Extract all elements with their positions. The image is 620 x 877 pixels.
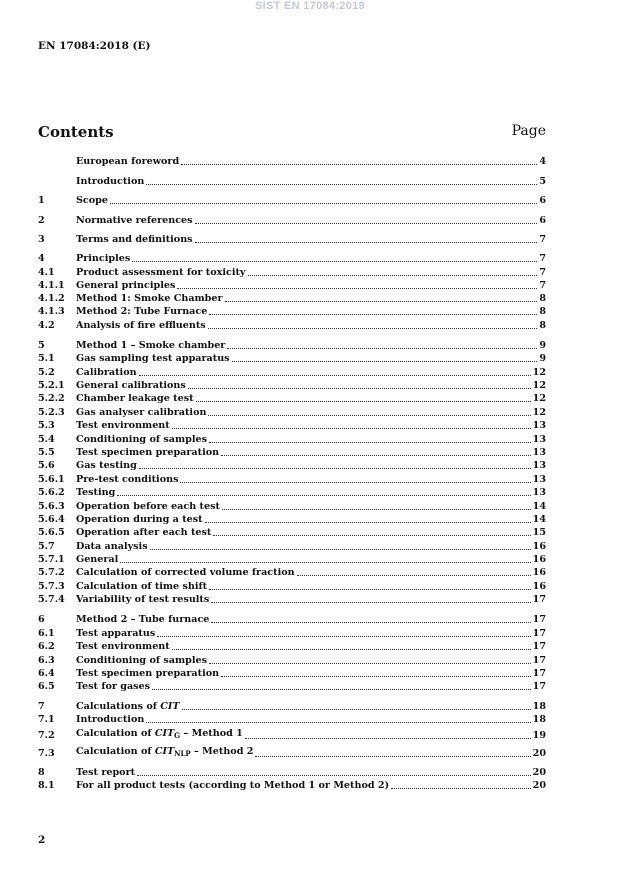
toc-entry-title: Method 1 – Smoke chamber xyxy=(76,340,226,351)
toc-leader-dots xyxy=(172,427,531,429)
toc-entry-page: 16 xyxy=(532,567,546,578)
toc-entry-title: Calibration xyxy=(76,367,137,378)
toc-entry-title: Test environment xyxy=(76,420,170,431)
toc-leader-dots xyxy=(209,662,531,664)
toc-entry-number: 6.4 xyxy=(38,668,55,679)
toc-entry[interactable] xyxy=(38,640,546,653)
toc-entry-title: Calculations of CIT xyxy=(76,701,180,712)
toc-leader-dots xyxy=(209,588,531,590)
toc-entry[interactable] xyxy=(38,566,546,579)
toc-entry[interactable] xyxy=(38,305,546,318)
toc-entry-title: Gas sampling test apparatus xyxy=(76,353,230,364)
toc-entry-title: Data analysis xyxy=(76,541,148,552)
toc-leader-dots xyxy=(205,521,531,523)
toc-entry-title: Method 2 – Tube furnace xyxy=(76,614,210,625)
toc-entry-page: 9 xyxy=(539,340,546,351)
toc-entry-title: Terms and definitions xyxy=(76,234,193,245)
toc-entry[interactable] xyxy=(38,654,546,667)
toc-entry-number: 8.1 xyxy=(38,780,55,791)
toc-entry-number: 5.7.1 xyxy=(38,554,65,565)
toc-entry-page: 13 xyxy=(532,420,546,431)
toc-entry[interactable] xyxy=(38,779,546,792)
toc-entry-page: 20 xyxy=(532,748,546,759)
toc-leader-dots xyxy=(232,360,538,362)
toc-entry-title: General calibrations xyxy=(76,380,186,391)
toc-entry-title: Chamber leakage test xyxy=(76,393,194,404)
toc-entry-page: 15 xyxy=(532,527,546,538)
toc-entry-number: 6.1 xyxy=(38,628,55,639)
toc-entry[interactable] xyxy=(38,766,546,779)
toc-entry-title: Operation before each test xyxy=(76,501,220,512)
toc-entry-page: 5 xyxy=(539,176,546,187)
toc-leader-dots xyxy=(211,621,530,623)
toc-entry-title: Test specimen preparation xyxy=(76,447,220,458)
toc-entry[interactable] xyxy=(38,319,546,332)
toc-entry-number: 4.1 xyxy=(38,267,55,278)
toc-entry-page: 8 xyxy=(539,293,546,304)
toc-entry[interactable] xyxy=(38,406,546,419)
toc-entry-title: For all product tests (according to Method 1 or Method 2) xyxy=(76,780,390,791)
toc-entry-number: 5.6.1 xyxy=(38,474,65,485)
toc-entry-page: 13 xyxy=(532,460,546,471)
toc-entry-title: Analysis of fire effluents xyxy=(76,320,206,331)
page-column-label: Page xyxy=(511,123,546,139)
toc-entry-number: 5 xyxy=(38,340,45,351)
toc-entry-title: Test for gases xyxy=(76,681,151,692)
toc-entry[interactable] xyxy=(38,194,546,207)
toc-entry-title: Scope xyxy=(76,195,108,206)
toc-entry-page: 13 xyxy=(532,447,546,458)
toc-entry-page: 12 xyxy=(532,380,546,391)
toc-leader-dots xyxy=(177,287,537,289)
toc-entry-number: 4.1.2 xyxy=(38,293,65,304)
toc-entry[interactable] xyxy=(38,540,546,553)
toc-entry-page: 17 xyxy=(532,681,546,692)
toc-leader-dots xyxy=(152,688,531,690)
toc-entry-number: 7.3 xyxy=(38,748,55,759)
toc-entry-title: Operation during a test xyxy=(76,514,203,525)
toc-entry-page: 16 xyxy=(532,581,546,592)
toc-entry-title: Conditioning of samples xyxy=(76,434,207,445)
toc-leader-dots xyxy=(209,313,537,315)
toc-leader-dots xyxy=(245,737,531,739)
toc-entry-page: 4 xyxy=(539,156,546,167)
toc-entry[interactable] xyxy=(38,729,546,742)
toc-entry-number: 5.6.4 xyxy=(38,514,65,525)
toc-entry-page: 7 xyxy=(539,253,546,264)
toc-entry[interactable] xyxy=(38,446,546,459)
toc-entry-page: 7 xyxy=(539,280,546,291)
toc-entry-number: 6 xyxy=(38,614,45,625)
toc-entry-title: Gas testing xyxy=(76,460,137,471)
toc-entry-page: 8 xyxy=(539,320,546,331)
toc-entry-number: 5.6.2 xyxy=(38,487,65,498)
toc-entry[interactable] xyxy=(38,379,546,392)
toc-leader-dots xyxy=(182,708,531,710)
toc-leader-dots xyxy=(150,548,531,550)
toc-entry[interactable] xyxy=(38,233,546,246)
toc-entry-number: 8 xyxy=(38,767,45,778)
toc-entry-page: 20 xyxy=(532,780,546,791)
toc-leader-dots xyxy=(146,183,537,185)
toc-entry-page: 7 xyxy=(539,267,546,278)
contents-heading: Contents xyxy=(38,123,114,141)
toc-entry-number: 4.2 xyxy=(38,320,55,331)
toc-entry-title: Testing xyxy=(76,487,116,498)
toc-entry-title: Variability of test results xyxy=(76,594,210,605)
toc-entry-number: 6.5 xyxy=(38,681,55,692)
toc-entry-page: 17 xyxy=(532,594,546,605)
toc-entry[interactable] xyxy=(38,713,546,726)
toc-entry-page: 14 xyxy=(532,514,546,525)
toc-entry-page: 14 xyxy=(532,501,546,512)
toc-entry-number: 4 xyxy=(38,253,45,264)
toc-leader-dots xyxy=(391,787,531,789)
toc-entry-page: 9 xyxy=(539,353,546,364)
toc-entry-page: 17 xyxy=(532,668,546,679)
toc-entry-page: 17 xyxy=(532,641,546,652)
toc-leader-dots xyxy=(137,774,531,776)
toc-entry-title: Calculation of $CIT_G$ – Method 1 xyxy=(76,728,243,740)
toc-entry-page: 18 xyxy=(532,701,546,712)
toc-entry[interactable] xyxy=(38,155,546,168)
toc-entry-title: Introduction xyxy=(76,176,145,187)
toc-leader-dots xyxy=(211,601,530,603)
toc-leader-dots xyxy=(117,494,530,496)
toc-entry[interactable] xyxy=(38,292,546,305)
toc-entry-page: 12 xyxy=(532,367,546,378)
toc-entry-number: 5.6 xyxy=(38,460,55,471)
toc-entry[interactable] xyxy=(38,486,546,499)
toc-leader-dots xyxy=(227,347,537,349)
toc-leader-dots xyxy=(208,414,530,416)
toc-entry-page: 8 xyxy=(539,306,546,317)
toc-entry[interactable] xyxy=(38,613,546,626)
toc-entry[interactable] xyxy=(38,419,546,432)
toc-entry[interactable] xyxy=(38,339,546,352)
toc-leader-dots xyxy=(209,441,531,443)
toc-entry[interactable] xyxy=(38,700,546,713)
toc-entry-page: 17 xyxy=(532,628,546,639)
toc-entry-number: 5.5 xyxy=(38,447,55,458)
toc-entry-number: 5.2.1 xyxy=(38,380,65,391)
toc-entry-number: 5.2 xyxy=(38,367,55,378)
toc-entry[interactable] xyxy=(38,593,546,606)
toc-leader-dots xyxy=(297,574,531,576)
toc-entry-number: 7.2 xyxy=(38,730,55,741)
toc-entry-page: 20 xyxy=(532,767,546,778)
toc-entry-page: 17 xyxy=(532,614,546,625)
toc-entry[interactable] xyxy=(38,366,546,379)
toc-entry-page: 19 xyxy=(532,730,546,741)
toc-entry[interactable] xyxy=(38,266,546,279)
toc-entry-title: Gas analyser calibration xyxy=(76,407,207,418)
toc-leader-dots xyxy=(196,400,531,402)
toc-entry-number: 5.4 xyxy=(38,434,55,445)
toc-entry-number: 5.3 xyxy=(38,420,55,431)
page-number: 2 xyxy=(38,834,46,846)
toc-entry-title: Method 1: Smoke Chamber xyxy=(76,293,223,304)
toc-entry-title: Method 2: Tube Furnace xyxy=(76,306,208,317)
toc-entry-title: Calculation of $CIT_{NLP}$ – Method 2 xyxy=(76,746,254,758)
toc-entry[interactable] xyxy=(38,459,546,472)
toc-leader-dots xyxy=(181,163,537,165)
toc-entry-title: Calculation of corrected volume fraction xyxy=(76,567,295,578)
toc-entry-page: 16 xyxy=(532,554,546,565)
toc-leader-dots xyxy=(157,635,530,637)
toc-entry-number: 7 xyxy=(38,701,45,712)
toc-entry-title: Operation after each test xyxy=(76,527,212,538)
toc-leader-dots xyxy=(222,508,531,510)
toc-entry-number: 6.2 xyxy=(38,641,55,652)
toc-leader-dots xyxy=(221,675,531,677)
toc-entry-title: Principles xyxy=(76,253,131,264)
toc-leader-dots xyxy=(188,387,531,389)
toc-leader-dots xyxy=(225,300,538,302)
toc-entry[interactable] xyxy=(38,627,546,640)
toc-entry-number: 4.1.3 xyxy=(38,306,65,317)
toc-entry[interactable] xyxy=(38,175,546,188)
toc-entry-number: 3 xyxy=(38,234,45,245)
toc-entry-number: 5.6.3 xyxy=(38,501,65,512)
toc-entry-number: 7.1 xyxy=(38,714,55,725)
toc-entry-page: 13 xyxy=(532,434,546,445)
toc-leader-dots xyxy=(213,534,530,536)
toc-entry[interactable] xyxy=(38,580,546,593)
toc-entry-number: 6.3 xyxy=(38,655,55,666)
toc-entry-page: 17 xyxy=(532,655,546,666)
toc-entry[interactable] xyxy=(38,513,546,526)
toc-leader-dots xyxy=(139,467,531,469)
toc-leader-dots xyxy=(180,481,530,483)
toc-entry-page: 18 xyxy=(532,714,546,725)
toc-entry[interactable] xyxy=(38,747,546,760)
toc-leader-dots xyxy=(208,327,538,329)
toc-entry[interactable] xyxy=(38,500,546,513)
toc-entry-title: Product assessment for toxicity xyxy=(76,267,246,278)
toc-entry-page: 13 xyxy=(532,487,546,498)
toc-entry-title: Test specimen preparation xyxy=(76,668,220,679)
toc-entry[interactable] xyxy=(38,392,546,405)
toc-leader-dots xyxy=(146,721,530,723)
toc-leader-dots xyxy=(132,260,537,262)
toc-entry[interactable] xyxy=(38,433,546,446)
toc-entry-title: General principles xyxy=(76,280,176,291)
toc-entry-number: 2 xyxy=(38,215,45,226)
toc-entry-title: Introduction xyxy=(76,714,145,725)
toc-entry-number: 5.2.3 xyxy=(38,407,65,418)
document-id: EN 17084:2018 (E) xyxy=(38,40,151,52)
toc-entry-title: General xyxy=(76,554,119,565)
toc-entry-title: Pre-test conditions xyxy=(76,474,179,485)
toc-entry-page: 12 xyxy=(532,407,546,418)
toc-entry-title: Calculation of time shift xyxy=(76,581,208,592)
toc-leader-dots xyxy=(248,274,538,276)
toc-leader-dots xyxy=(120,561,530,563)
toc-entry-title: Test apparatus xyxy=(76,628,156,639)
toc-entry[interactable] xyxy=(38,214,546,227)
toc-entry-page: 6 xyxy=(539,195,546,206)
toc-entry-number: 1 xyxy=(38,195,45,206)
watermark: SIST EN 17084:2019 xyxy=(255,0,365,12)
toc-entry-number: 4.1.1 xyxy=(38,280,65,291)
toc-entry-page: 12 xyxy=(532,393,546,404)
toc-leader-dots xyxy=(139,374,531,376)
toc-entry-title: European foreword xyxy=(76,156,180,167)
toc-entry-number: 5.7.3 xyxy=(38,581,65,592)
toc-leader-dots xyxy=(255,755,530,757)
toc-entry-title: Test report xyxy=(76,767,136,778)
toc-leader-dots xyxy=(172,648,531,650)
toc-leader-dots xyxy=(221,454,531,456)
toc-entry[interactable] xyxy=(38,473,546,486)
toc-entry-title: Normative references xyxy=(76,215,193,226)
toc-entry-page: 6 xyxy=(539,215,546,226)
toc-entry-number: 5.1 xyxy=(38,353,55,364)
toc-entry[interactable] xyxy=(38,680,546,693)
toc-entry-title: Test environment xyxy=(76,641,170,652)
toc-leader-dots xyxy=(195,241,538,243)
toc-entry-number: 5.7.4 xyxy=(38,594,65,605)
toc-entry[interactable] xyxy=(38,667,546,680)
toc-entry-number: 5.2.2 xyxy=(38,393,65,404)
toc-entry-number: 5.7 xyxy=(38,541,55,552)
toc-entry-number: 5.6.5 xyxy=(38,527,65,538)
toc-entry[interactable] xyxy=(38,352,546,365)
toc-entry[interactable] xyxy=(38,526,546,539)
toc-entry[interactable] xyxy=(38,279,546,292)
toc-entry[interactable] xyxy=(38,252,546,265)
toc-leader-dots xyxy=(195,222,538,224)
toc-entry-page: 7 xyxy=(539,234,546,245)
toc-entry-number: 5.7.2 xyxy=(38,567,65,578)
toc-entry-title: Conditioning of samples xyxy=(76,655,207,666)
toc-entry-page: 16 xyxy=(532,541,546,552)
toc-entry-page: 13 xyxy=(532,474,546,485)
toc-entry[interactable] xyxy=(38,553,546,566)
toc-leader-dots xyxy=(110,202,537,204)
